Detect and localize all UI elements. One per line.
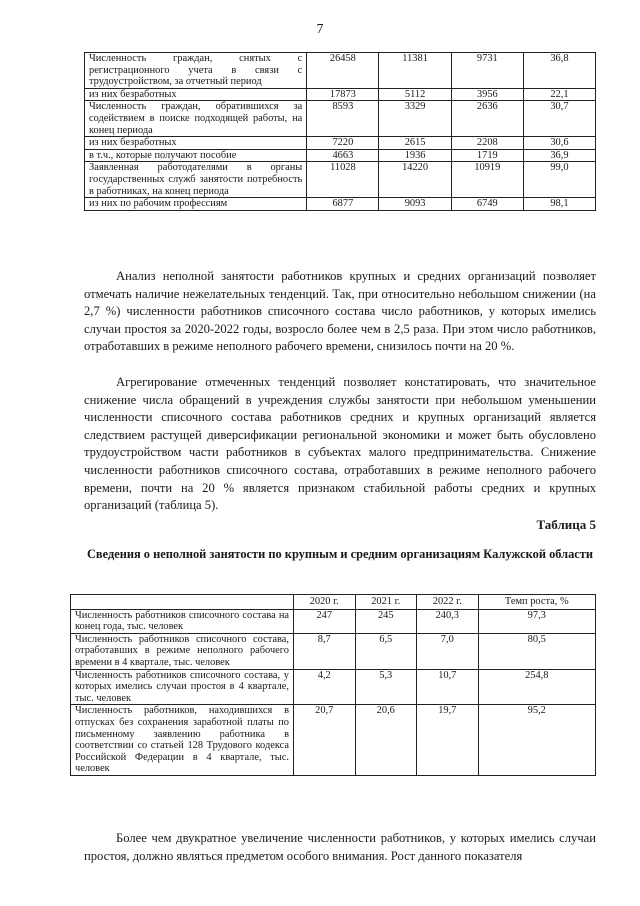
cell-value: 6877 [307,198,379,211]
cell-value: 97,3 [478,609,595,633]
table-row [85,198,596,211]
cell-value: 3956 [451,88,523,101]
table-row [71,669,596,705]
column-header [71,595,294,610]
cell-value: 9731 [451,53,523,89]
cell-value: 30,6 [523,137,595,150]
cell-value: 2636 [451,101,523,137]
cell-value: 80,5 [478,633,595,669]
part-time-employment-table [70,594,596,776]
table-row [71,633,596,669]
page-number: 7 [316,22,324,37]
cell-value: 11381 [379,53,451,89]
column-header: 2020 г. [294,595,356,610]
cell-value: 2615 [379,137,451,150]
column-header: Темп роста, % [478,595,595,610]
body-paragraph: Анализ неполной занятости работников крупных и средних организаций позволяет отмечать наличие нежелательных тенденций. Так, при относительно небольшом снижении (на 2,7 %) численности работников списочного состава число работников, у которых имелись случаи простоя за 2020-2022 годы, возросло более чем в 2,5 раза. При этом число работников, отработавших в режиме неполного рабочего времени, снизилось почти на 20 %. [84,269,596,354]
row-label: Численность работников, находившихся в отпусках без сохранения заработной платы по письменному заявлению работника в соответствии со статьей 128 Трудового кодекса Российской Федерации в 4 квартале, тыс. человек [71,705,294,776]
column-header: 2021 г. [355,595,417,610]
cell-value: 1936 [379,149,451,162]
row-label: в т.ч., которые получают пособие [85,149,307,162]
cell-value: 6749 [451,198,523,211]
cell-value: 20,7 [294,705,356,776]
body-paragraph: Агрегирование отмеченных тенденций позволяет констатировать, что значительное снижение числа обращений в учреждения службы занятости при небольшом уменьшении численности списочного состава работников средних и крупных организаций является следствием растущей диверсификации региональной экономики и может быть обусловлено трудоустройством части работников в субъектах малого предпринимательства. Снижение численности работников списочного состава, отработавших в режиме неполного рабочего времени, почти на 20 % является признаком стабильной работы средних и крупных организаций (таблица 5). [84,375,596,513]
row-label: Численность работников списочного состава на конец года, тыс. человек [71,609,294,633]
row-label: Заявленная работодателями в органы государственных служб занятости потребность в работниках, на конец периода [85,162,307,198]
cell-value: 20,6 [355,705,417,776]
cell-value: 10,7 [417,669,479,705]
table-row [85,53,596,89]
cell-value: 3329 [379,101,451,137]
row-label: Численность работников списочного состава, у которых имелись случаи простоя в 4 квартале, тыс. человек [71,669,294,705]
employment-statistics-table [84,52,596,211]
table-row [85,149,596,162]
cell-value: 1719 [451,149,523,162]
cell-value: 5112 [379,88,451,101]
table-row [71,705,596,776]
row-label: из них безработных [85,137,307,150]
cell-value: 5,3 [355,669,417,705]
cell-value: 254,8 [478,669,595,705]
table-title: Сведения о неполной занятости по крупным и средним организациям Калужской области [86,547,594,561]
cell-value: 11028 [307,162,379,198]
row-label: Численность граждан, снятых с регистрационного учета в связи с трудоустройством, за отчетный период [85,53,307,89]
cell-value: 8,7 [294,633,356,669]
cell-value: 36,9 [523,149,595,162]
cell-value: 9093 [379,198,451,211]
cell-value: 14220 [379,162,451,198]
cell-value: 7,0 [417,633,479,669]
table-caption: Таблица 5 [536,517,596,532]
table-row [85,137,596,150]
cell-value: 240,3 [417,609,479,633]
cell-value: 6,5 [355,633,417,669]
cell-value: 98,1 [523,198,595,211]
cell-value: 99,0 [523,162,595,198]
row-label: Численность работников списочного состава, отработавших в режиме неполного рабочего времени в 4 квартале, тыс. человек [71,633,294,669]
cell-value: 19,7 [417,705,479,776]
table-row [85,162,596,198]
cell-value: 7220 [307,137,379,150]
table-row [85,101,596,137]
cell-value: 2208 [451,137,523,150]
cell-value: 95,2 [478,705,595,776]
row-label: Численность граждан, обратившихся за содействием в поиске подходящей работы, на конец периода [85,101,307,137]
row-label: из них по рабочим профессиям [85,198,307,211]
cell-value: 8593 [307,101,379,137]
cell-value: 22,1 [523,88,595,101]
cell-value: 10919 [451,162,523,198]
cell-value: 36,8 [523,53,595,89]
body-paragraph: Более чем двукратное увеличение численности работников, у которых имелись случаи простоя, должно являться предметом особого внимания. Рост данного показателя [84,831,596,863]
cell-value: 245 [355,609,417,633]
cell-value: 4,2 [294,669,356,705]
column-header: 2022 г. [417,595,479,610]
cell-value: 17873 [307,88,379,101]
cell-value: 247 [294,609,356,633]
cell-value: 4663 [307,149,379,162]
table-header-row [71,595,596,610]
row-label: из них безработных [85,88,307,101]
cell-value: 30,7 [523,101,595,137]
table-row [85,88,596,101]
cell-value: 26458 [307,53,379,89]
table-row [71,609,596,633]
